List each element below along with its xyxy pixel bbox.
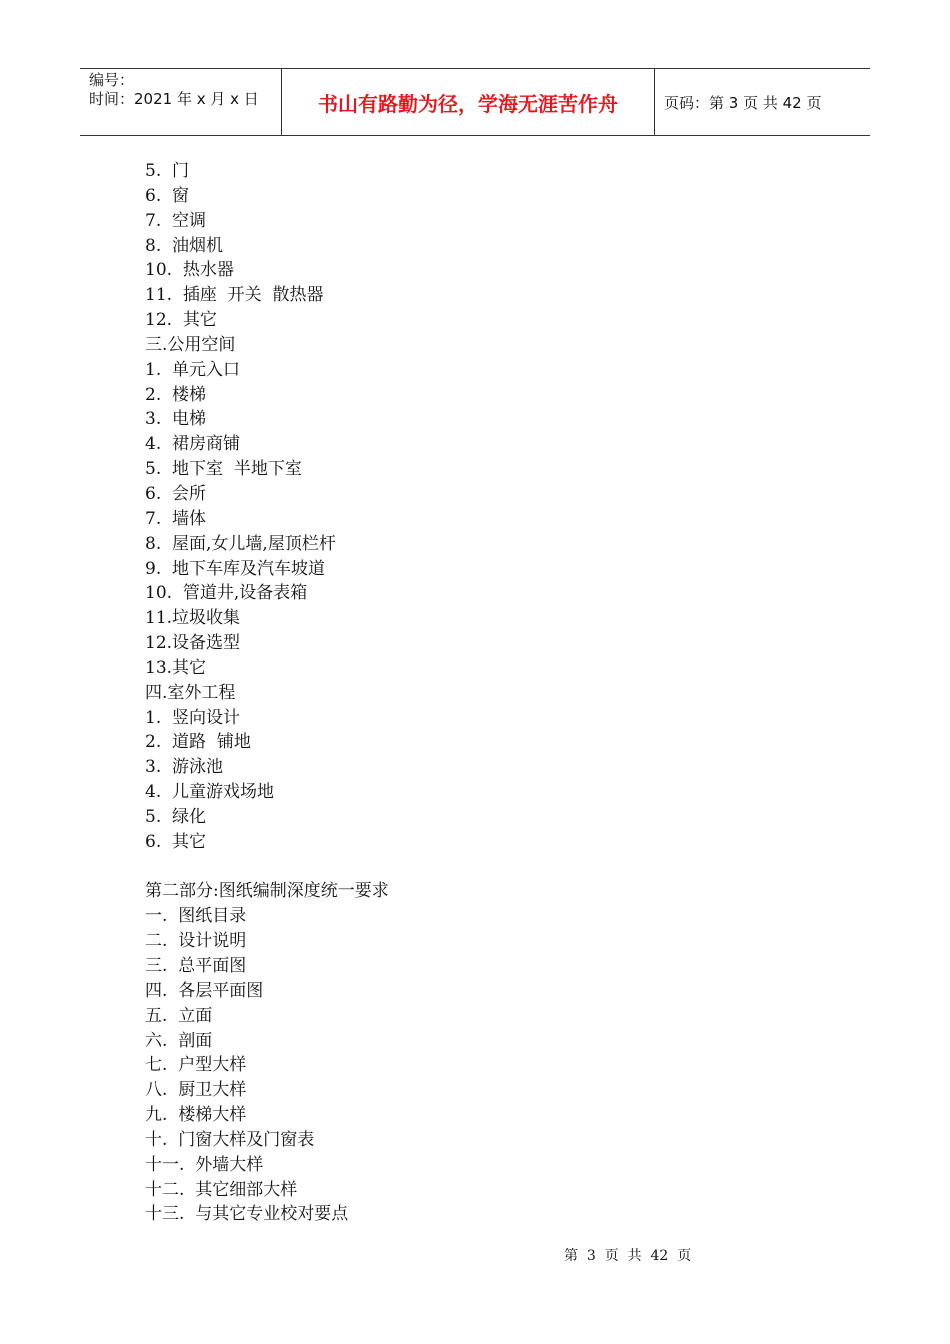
outline-item: 三. 总平面图: [145, 956, 247, 976]
outline-item: 8. 屋面,女儿墙,屋顶栏杆: [145, 533, 336, 554]
outline-item: 2. 道路 铺地: [145, 732, 251, 753]
outline-item: 5. 地下室 半地下室: [145, 459, 302, 480]
outline-item: 四. 各层平面图: [145, 980, 264, 1001]
outline-item: 十一. 外墙大样: [145, 1154, 264, 1175]
page-footer: 第 3 页 共 42 页: [564, 1248, 692, 1264]
outline-item: 4. 裙房商铺: [145, 434, 241, 455]
document-body: [145, 159, 845, 1227]
outline-item: 1. 单元入口: [145, 359, 241, 380]
outline-item: 7. 空调: [145, 210, 207, 231]
outline-item: 二. 设计说明: [145, 931, 247, 952]
document-date-label: 时间：2021 年 x 月 x 日: [89, 90, 259, 108]
outline-item: 5. 绿化: [145, 806, 207, 827]
outline-item: 8. 油烟机: [145, 235, 224, 256]
outline-item: 11.垃圾收集: [145, 608, 241, 629]
outline-item: 四.室外工程: [145, 682, 236, 703]
outline-item: 九. 楼梯大样: [145, 1105, 247, 1126]
header-motto: 书山有路勤为径，学海无涯苦作舟: [282, 69, 655, 135]
outline-item: 六. 剖面: [145, 1030, 213, 1051]
outline-item: 6. 窗: [145, 185, 190, 206]
outline-item: 1. 竖向设计: [145, 707, 241, 728]
outline-item: 2. 楼梯: [145, 384, 207, 405]
outline-item: 13.其它: [145, 657, 207, 678]
outline-item: 3. 电梯: [145, 409, 207, 430]
outline-item: 10. 热水器: [145, 260, 234, 281]
outline-item: 十三. 与其它专业校对要点: [145, 1204, 349, 1225]
page-header: [80, 68, 870, 136]
blank-line: [145, 855, 845, 880]
outline-item: 6. 会所: [145, 483, 207, 504]
header-page-indicator: 页码：第 3 页 共 42 页: [664, 93, 822, 112]
outline-item: 三.公用空间: [145, 334, 236, 355]
outline-item: 7. 墙体: [145, 508, 207, 529]
outline-item: 3. 游泳池: [145, 757, 224, 778]
outline-item: 八. 厨卫大样: [145, 1080, 247, 1101]
outline-item: 七. 户型大样: [145, 1055, 247, 1076]
outline-item: 4. 儿童游戏场地: [145, 782, 275, 803]
outline-item: 十二. 其它细部大样: [145, 1179, 298, 1200]
outline-item: 十. 门窗大样及门窗表: [145, 1129, 315, 1150]
outline-item: 10. 管道井,设备表箱: [145, 583, 308, 604]
outline-item: 12. 其它: [145, 310, 217, 331]
outline-item: 5. 门: [145, 161, 190, 181]
outline-item: 第二部分:图纸编制深度统一要求: [145, 881, 389, 902]
outline-item: 五. 立面: [145, 1005, 213, 1026]
outline-item: 一. 图纸目录: [145, 906, 247, 927]
outline-item: 11. 插座 开关 散热器: [145, 285, 324, 306]
outline-item: 6. 其它: [145, 831, 207, 852]
document-number-label: 编号：: [89, 71, 135, 89]
outline-item: 12.设备选型: [145, 633, 241, 654]
header-meta: [80, 69, 282, 135]
outline-item: 9. 地下车库及汽车坡道: [145, 558, 326, 579]
